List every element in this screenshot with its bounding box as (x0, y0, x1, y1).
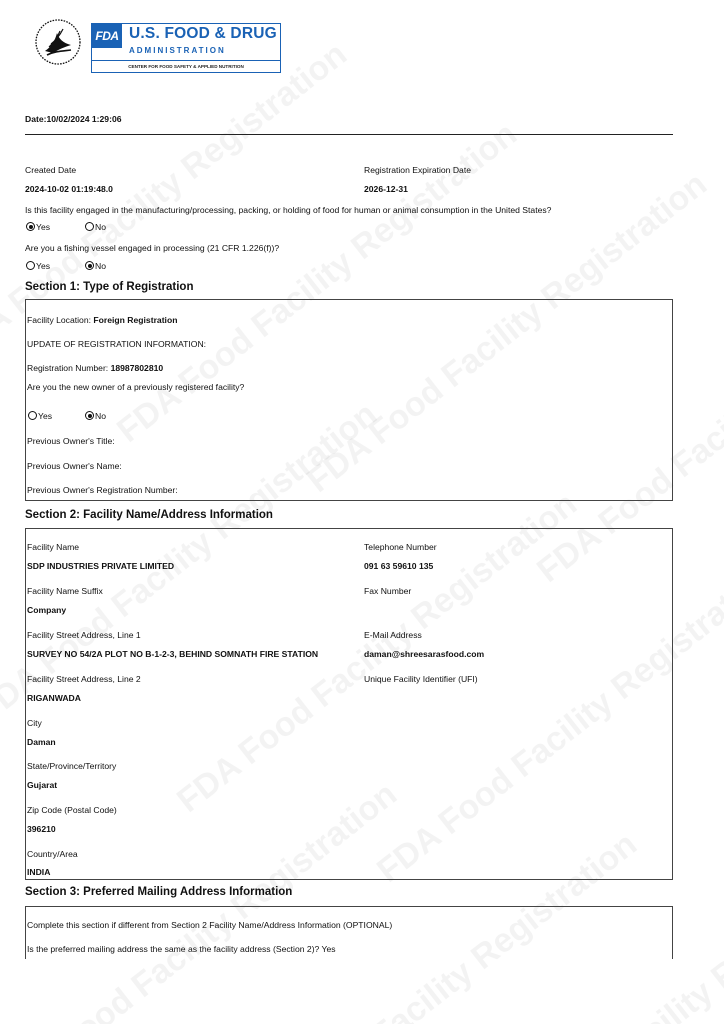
fda-badge: FDA (92, 24, 122, 48)
expiration-date-label: Registration Expiration Date (364, 165, 471, 175)
new-owner-yes-label: Yes (38, 411, 53, 421)
section2-box (25, 528, 673, 880)
facility-name-label: Facility Name (27, 542, 80, 552)
hhs-seal-icon (33, 17, 83, 67)
mailing-same-question: Is the preferred mailing address the same as the facility address (Section 2)? Yes (27, 944, 336, 954)
facility-name-suffix-value: Company (27, 605, 67, 615)
email-value: daman@shreesarasfood.com (364, 649, 485, 659)
state-label: State/Province/Territory (27, 761, 117, 771)
ufi-label: Unique Facility Identifier (UFI) (364, 674, 478, 684)
state-value: Gujarat (27, 780, 58, 790)
country-value: INDIA (27, 867, 51, 877)
telephone-label: Telephone Number (364, 542, 437, 552)
expiration-date-value: 2026-12-31 (364, 184, 408, 194)
food-facility-yes-option[interactable] (26, 222, 50, 233)
new-owner-no-label: No (95, 411, 106, 421)
street-line2-label: Facility Street Address, Line 2 (27, 674, 141, 684)
city-label: City (27, 718, 42, 728)
facility-name-suffix-label: Facility Name Suffix (27, 586, 103, 596)
radio-selected-icon (85, 261, 94, 270)
fishing-vessel-no-label: No (95, 261, 106, 271)
facility-location-label: Facility Location: (27, 315, 92, 325)
fishing-vessel-yes-option[interactable] (26, 261, 50, 272)
telephone-value: 091 63 59610 135 (364, 561, 434, 571)
section3-note: Complete this section if different from Section 2 Facility Name/Address Information (OPTIONAL) (27, 920, 393, 930)
facility-location-value: Foreign Registration (93, 315, 178, 325)
registration-number-label: Registration Number: (27, 363, 109, 373)
food-facility-no-option[interactable] (85, 222, 106, 233)
report-date: Date:10/02/2024 1:29:06 (25, 114, 122, 124)
radio-unselected-icon (85, 222, 94, 231)
fda-subtitle: ADMINISTRATION (129, 46, 226, 55)
new-owner-yes-option[interactable] (28, 411, 52, 422)
fda-wordmark (91, 23, 281, 73)
facility-name-value: SDP INDUSTRIES PRIVATE LIMITED (27, 561, 175, 571)
section3-title: Section 3: Preferred Mailing Address Information (25, 886, 293, 898)
radio-selected-icon (26, 222, 35, 231)
created-date-value: 2024-10-02 01:19:48.0 (25, 184, 113, 194)
radio-unselected-icon (26, 261, 35, 270)
new-owner-question: Are you the new owner of a previously registered facility? (27, 382, 245, 392)
street-line2-value: RIGANWADA (27, 693, 81, 703)
street-line1-label: Facility Street Address, Line 1 (27, 630, 141, 640)
created-date-label: Created Date (25, 165, 77, 175)
fda-center-name: CENTER FOR FOOD SAFETY & APPLIED NUTRITION (92, 60, 280, 72)
street-line1-value: SURVEY NO 54/2A PLOT NO B-1-2-3, BEHIND SOMNATH FIRE STATION (27, 649, 319, 659)
country-label: Country/Area (27, 849, 78, 859)
food-facility-question: Is this facility engaged in the manufacturing/processing, packing, or holding of food for human or animal consumption in the United States? (25, 205, 552, 215)
radio-unselected-icon (28, 411, 37, 420)
fishing-vessel-yes-label: Yes (36, 261, 51, 271)
registration-number-value: 18987802810 (110, 363, 164, 373)
zip-label: Zip Code (Postal Code) (27, 805, 117, 815)
new-owner-no-option[interactable] (85, 411, 106, 422)
facility-location (27, 315, 177, 326)
section1-title: Section 1: Type of Registration (25, 281, 194, 293)
fishing-vessel-question: Are you a fishing vessel engaged in processing (21 CFR 1.226(f))? (25, 243, 280, 253)
food-facility-yes-label: Yes (36, 222, 51, 232)
city-value: Daman (27, 737, 56, 747)
previous-owner-title: Previous Owner's Title: (27, 436, 115, 446)
food-facility-no-label: No (95, 222, 106, 232)
header-divider (25, 134, 673, 135)
fax-label: Fax Number (364, 586, 412, 596)
fishing-vessel-no-option[interactable] (85, 261, 106, 272)
section2-title: Section 2: Facility Name/Address Information (25, 509, 273, 521)
fda-title: U.S. FOOD & DRUG (129, 25, 277, 42)
radio-selected-icon (85, 411, 94, 420)
registration-number (27, 363, 163, 374)
previous-owner-registration-number: Previous Owner's Registration Number: (27, 485, 178, 495)
zip-value: 396210 (27, 824, 56, 834)
section1-box (25, 299, 673, 501)
email-label: E-Mail Address (364, 630, 422, 640)
update-registration-text: UPDATE OF REGISTRATION INFORMATION: (27, 339, 207, 349)
previous-owner-name: Previous Owner's Name: (27, 461, 122, 471)
